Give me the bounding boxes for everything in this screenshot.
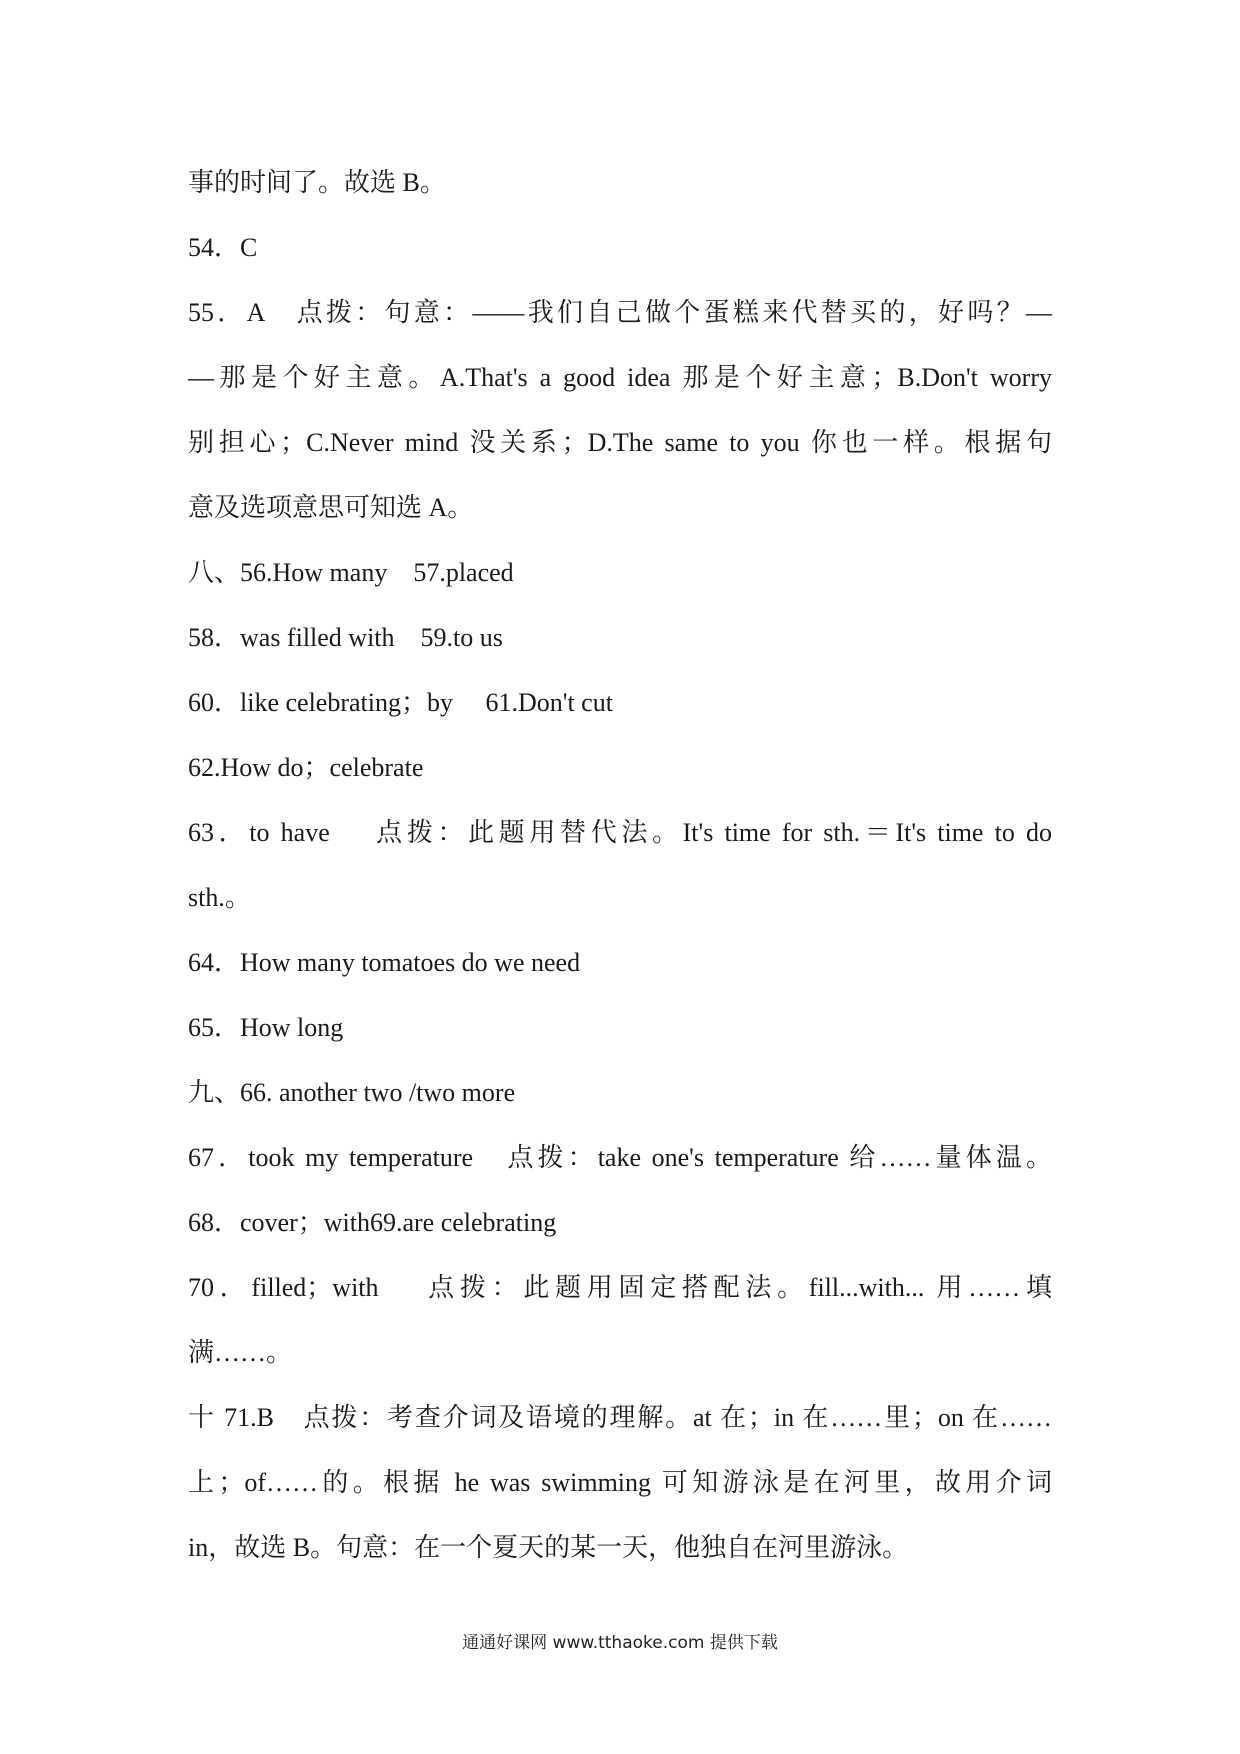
answer-key-text: [188, 150, 1052, 1580]
answer-58-59: 58．was filled with 59.to us: [188, 623, 503, 652]
answer-55-explanation: 55．A 点拨：句意：——我们自己做个蛋糕来代替买的，好吗？—: [188, 298, 1052, 327]
answer-60-61: 60．like celebrating；by 61.Don't cut: [188, 688, 613, 717]
text-line: —那是个好主意。A.That's a good idea 那是个好主意；B.Don't worry: [188, 363, 1052, 392]
answer-64: 64．How many tomatoes do we need: [188, 948, 581, 977]
text-line: 上；of……的。根据 he was swimming 可知游泳是在河里，故用介词: [188, 1468, 1052, 1497]
answer-67-explanation: 67．took my temperature 点拨：take one's temperature 给……量体温。: [188, 1143, 1052, 1172]
text-line: in，故选 B。句意：在一个夏天的某一天，他独自在河里游泳。: [188, 1533, 909, 1562]
answer-65: 65．How long: [188, 1013, 344, 1042]
text-line: 事的时间了。故选 B。: [188, 168, 446, 197]
page-footer: 通通好课网 www.tthaoke.com 提供下载: [462, 1633, 778, 1653]
section-10-answer-71: 十 71.B 点拨：考查介词及语境的理解。at 在；in 在……里；on 在……: [188, 1403, 1052, 1432]
answer-63-explanation: 63．to have 点拨：此题用替代法。It's time for sth.＝It's time to do: [188, 818, 1052, 847]
text-line: 意及选项意思可知选 A。: [188, 493, 474, 522]
section-9-answers: 九、66. another two /two more: [188, 1078, 516, 1107]
answer-70-explanation: 70．filled；with 点拨：此题用固定搭配法。fill...with... 用……填: [188, 1273, 1052, 1302]
answer-62: 62.How do；celebrate: [188, 753, 424, 782]
text-line: sth.。: [188, 883, 251, 912]
answer-68-69: 68．cover；with69.are celebrating: [188, 1208, 557, 1237]
text-line: 满……。: [188, 1338, 293, 1367]
text-line: 别担心；C.Never mind 没关系；D.The same to you 你也一样。根据句: [188, 428, 1052, 457]
answer-54: 54．C: [188, 233, 258, 262]
section-8-answers: 八、56.How many 57.placed: [188, 558, 514, 587]
